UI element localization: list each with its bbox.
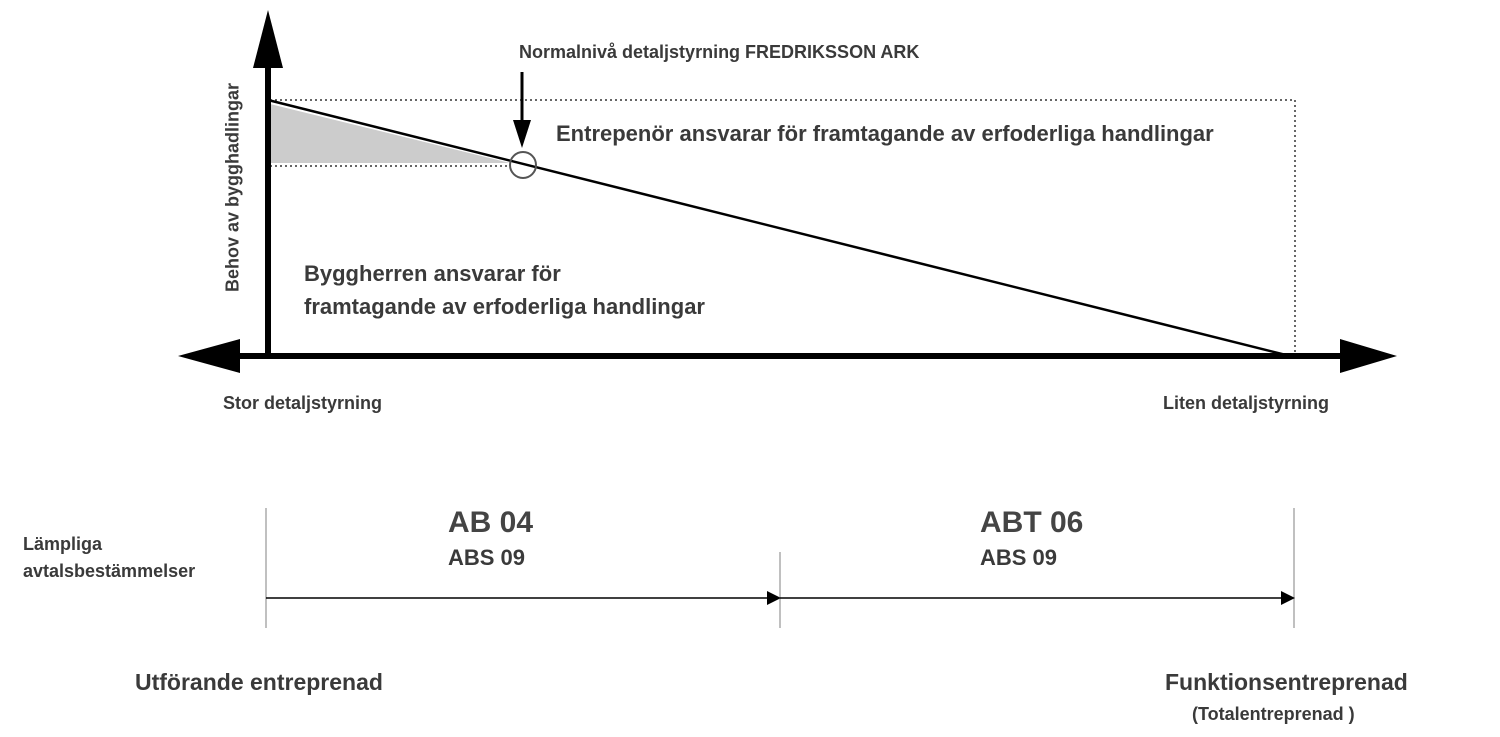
right-segment-title: ABT 06 xyxy=(980,506,1084,539)
left-end-label: Utförande entreprenad xyxy=(135,669,383,695)
right-end-sublabel: (Totalentreprenad ) xyxy=(1192,704,1355,724)
right-end-label: Funktionsentreprenad xyxy=(1165,669,1408,695)
x-right-label: Liten detaljstyrning xyxy=(1163,393,1330,413)
x-left-label: Stor detaljstyrning xyxy=(223,393,383,413)
x-axis-left-arrowhead xyxy=(178,339,240,373)
row-label-line1: Lämpliga xyxy=(23,534,103,554)
row-label-line2: avtalsbestämmelser xyxy=(23,561,196,581)
x-axis-right-arrowhead xyxy=(1340,339,1397,373)
left-segment-subtitle: ABS 09 xyxy=(448,545,526,570)
right-segment-subtitle: ABS 09 xyxy=(980,545,1058,570)
pointer-arrow-head xyxy=(513,120,531,148)
left-segment-title: AB 04 xyxy=(448,506,534,539)
timeline-arrow-left-head xyxy=(767,591,781,605)
y-axis-arrowhead xyxy=(253,10,283,68)
client-label-line2: framtagande av erfoderliga handlingar xyxy=(304,294,705,319)
normal-level-label: Normalnivå detaljstyrning FREDRIKSSON ARK xyxy=(519,42,920,62)
client-label-line1: Byggherren ansvarar för xyxy=(304,261,561,286)
shaded-area xyxy=(270,104,510,163)
contractor-label: Entrepenör ansvarar för framtagande av erfoderliga handlingar xyxy=(556,121,1214,146)
timeline-arrow-right-head xyxy=(1281,591,1295,605)
y-axis-label: Behov av bygghadlingar xyxy=(222,82,243,293)
